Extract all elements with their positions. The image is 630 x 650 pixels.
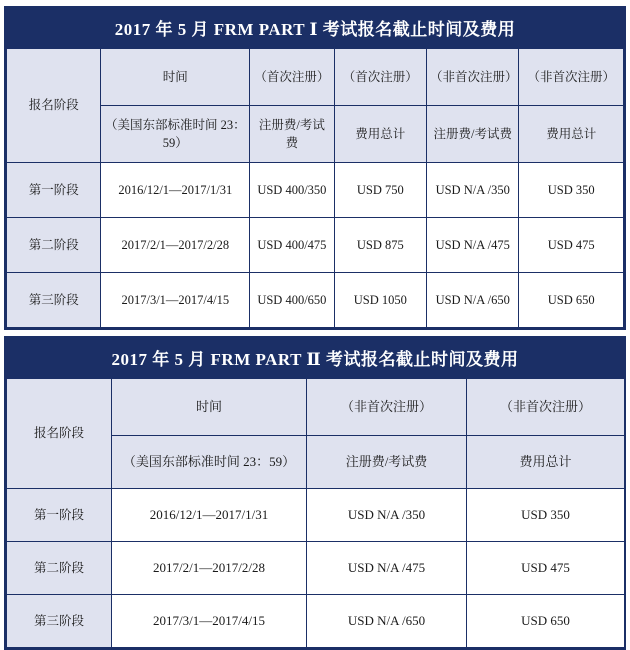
header-cell-stage: 报名阶段 — [7, 379, 112, 489]
header-cell-first-total: 费用总计 — [334, 106, 426, 163]
table-row — [7, 163, 624, 218]
cell-stage: 第一阶段 — [7, 163, 101, 218]
table-row — [7, 218, 624, 273]
header-cell-renew-reg-2: （非首次注册） — [467, 379, 625, 436]
header-cell-renew-fee: 注册费/考试费 — [427, 106, 519, 163]
cell-reg-fee: USD N/A /350 — [307, 489, 467, 542]
cell-stage: 第二阶段 — [7, 218, 101, 273]
cell-period: 2016/12/1—2017/1/31 — [112, 489, 307, 542]
cell-first-total: USD 1050 — [334, 273, 426, 328]
cell-renew-reg-fee: USD N/A /650 — [427, 273, 519, 328]
header-cell-first-fee: 注册费/考试费 — [250, 106, 334, 163]
header-cell-stage: 报名阶段 — [7, 49, 101, 163]
cell-renew-reg-fee: USD N/A /475 — [427, 218, 519, 273]
table-row — [7, 542, 625, 595]
frm-part1-title: 2017 年 5 月 FRM PART Ⅰ 考试报名截止时间及费用 — [6, 8, 624, 48]
cell-first-total: USD 750 — [334, 163, 426, 218]
cell-period: 2017/3/1—2017/4/15 — [112, 595, 307, 648]
header-cell-reg-fee: 注册费/考试费 — [307, 436, 467, 489]
cell-renew-total: USD 650 — [519, 273, 624, 328]
cell-renew-total: USD 475 — [519, 218, 624, 273]
header-cell-time-note: （美国东部标准时间 23：59） — [101, 106, 250, 163]
cell-renew-total: USD 350 — [519, 163, 624, 218]
cell-stage: 第一阶段 — [7, 489, 112, 542]
table-row — [7, 595, 625, 648]
table-header-row-1 — [7, 379, 625, 436]
header-cell-time: 时间 — [112, 379, 307, 436]
frm-part1-table-block — [4, 6, 626, 330]
table-row — [7, 273, 624, 328]
cell-first-reg-fee: USD 400/350 — [250, 163, 334, 218]
cell-period: 2017/3/1—2017/4/15 — [101, 273, 250, 328]
table-row — [7, 489, 625, 542]
cell-reg-fee: USD N/A /650 — [307, 595, 467, 648]
header-cell-time: 时间 — [101, 49, 250, 106]
cell-stage: 第三阶段 — [7, 273, 101, 328]
cell-total: USD 475 — [467, 542, 625, 595]
frm-part2-table-block — [4, 336, 626, 650]
frm-part2-table — [6, 378, 625, 648]
header-cell-renew-reg-1: （非首次注册） — [307, 379, 467, 436]
cell-total: USD 650 — [467, 595, 625, 648]
cell-period: 2017/2/1—2017/2/28 — [101, 218, 250, 273]
cell-first-reg-fee: USD 400/650 — [250, 273, 334, 328]
cell-first-reg-fee: USD 400/475 — [250, 218, 334, 273]
header-cell-renew-reg-2: （非首次注册） — [519, 49, 624, 106]
frm-part1-table — [6, 48, 624, 328]
header-cell-total: 费用总计 — [467, 436, 625, 489]
cell-stage: 第三阶段 — [7, 595, 112, 648]
header-cell-renew-reg-1: （非首次注册） — [427, 49, 519, 106]
cell-period: 2017/2/1—2017/2/28 — [112, 542, 307, 595]
frm-part2-title: 2017 年 5 月 FRM PART Ⅱ 考试报名截止时间及费用 — [6, 338, 624, 378]
cell-renew-reg-fee: USD N/A /350 — [427, 163, 519, 218]
table-header-row-1 — [7, 49, 624, 106]
cell-reg-fee: USD N/A /475 — [307, 542, 467, 595]
header-cell-first-reg-2: （首次注册） — [334, 49, 426, 106]
header-cell-time-note: （美国东部标准时间 23：59） — [112, 436, 307, 489]
cell-total: USD 350 — [467, 489, 625, 542]
header-cell-first-reg-1: （首次注册） — [250, 49, 334, 106]
header-cell-renew-total: 费用总计 — [519, 106, 624, 163]
cell-stage: 第二阶段 — [7, 542, 112, 595]
cell-first-total: USD 875 — [334, 218, 426, 273]
cell-period: 2016/12/1—2017/1/31 — [101, 163, 250, 218]
